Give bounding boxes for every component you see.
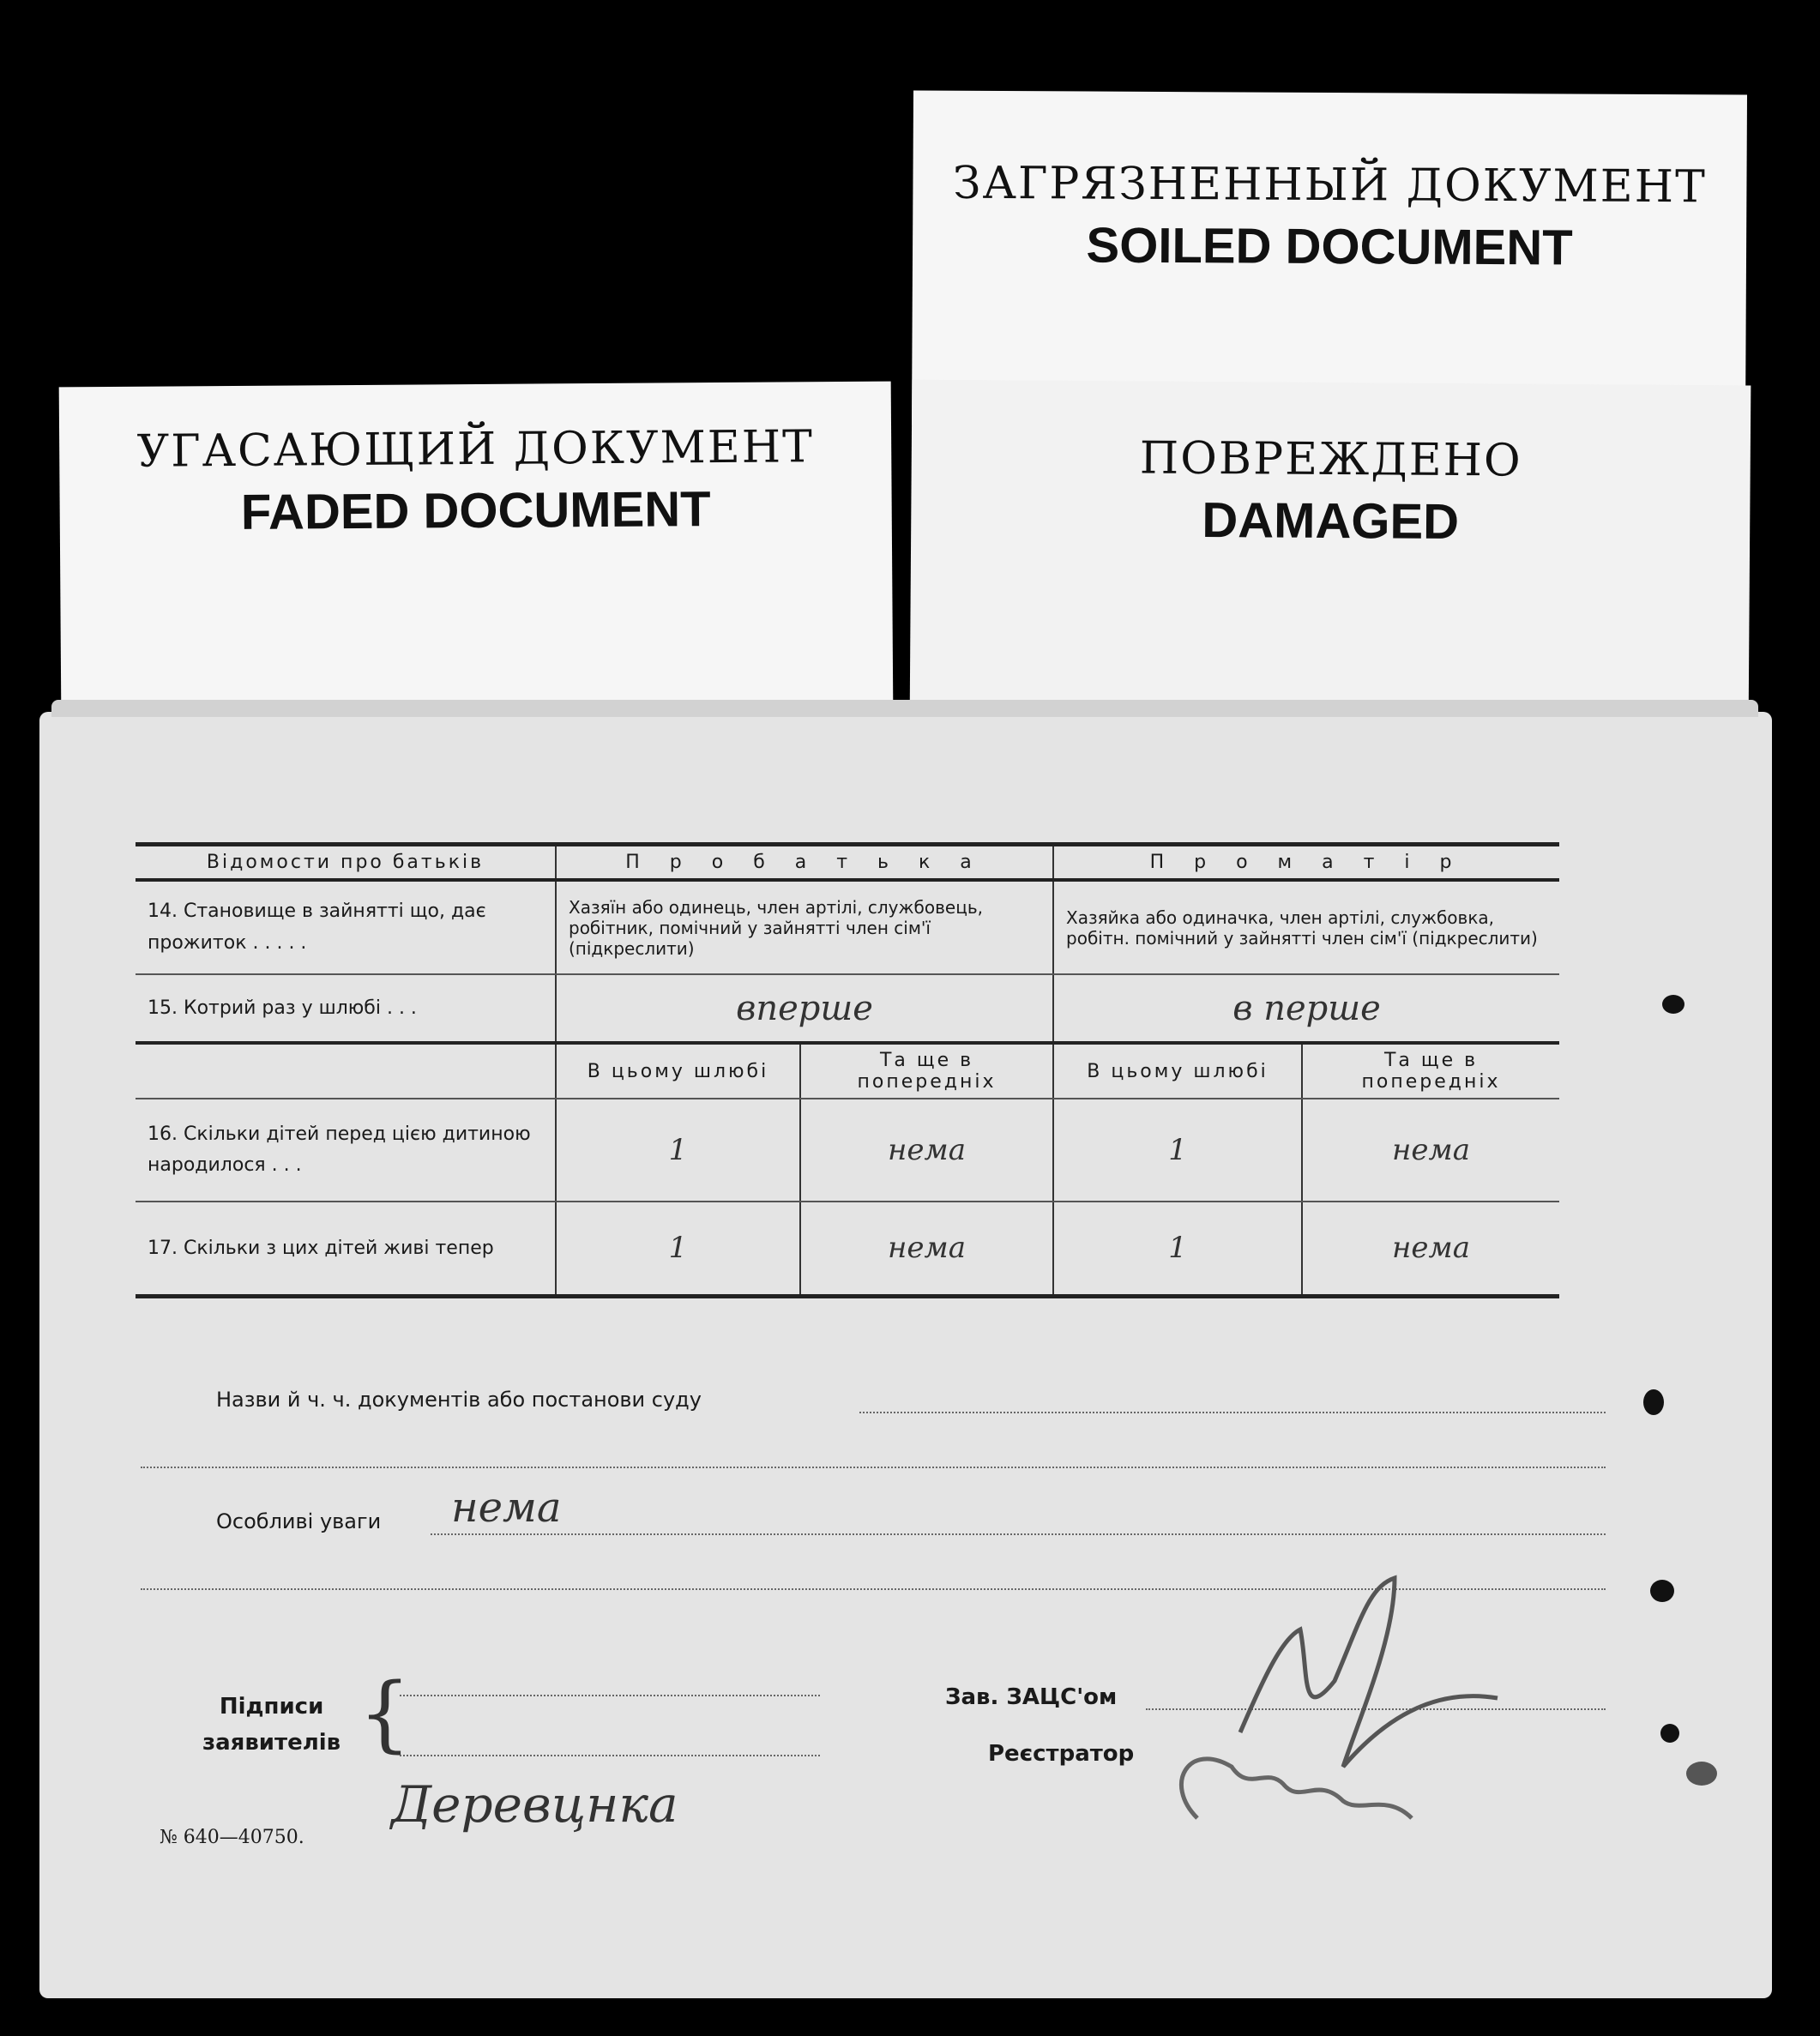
- soiled-card-english-text: SOILED DOCUMENT: [1086, 217, 1573, 276]
- faded-document-card: [59, 382, 894, 714]
- remarks-label: Особливі уваги: [216, 1509, 382, 1533]
- father-previous-header: Та ще в попередніх: [800, 1043, 1053, 1099]
- soiled-document-card: [912, 90, 1747, 429]
- table-header-row: [136, 845, 1559, 881]
- table-subheader-row: [136, 1043, 1559, 1099]
- father-this-marriage-header: В цьому шлюбі: [556, 1043, 800, 1099]
- row15-mother-handwritten: в перше: [1053, 974, 1559, 1043]
- form-number: № 640—40750.: [160, 1827, 304, 1848]
- damaged-document-card: [910, 380, 1751, 729]
- row17-mother-previous: нема: [1302, 1202, 1559, 1296]
- mother-previous-header: Та ще в попередніх: [1302, 1043, 1559, 1099]
- applicant-signature-line-2: [400, 1755, 820, 1756]
- row14-father-text: Хазяїн або одинець, член артілі, службовець, робітник, помічний у зайнятті член сім'ї (підкреслити): [556, 880, 1053, 974]
- row16-father-this: 1: [556, 1099, 800, 1202]
- row14-label: 14. Становище в зайнятті що, дає прожиток . . . . .: [136, 880, 556, 974]
- faded-card-english-text: FADED DOCUMENT: [240, 481, 711, 540]
- soiled-card-russian-text: ЗАГРЯЗНЕННЫЙ ДОКУМЕНТ: [952, 157, 1707, 214]
- row17-label: 17. Скільки з цих дітей живі тепер: [136, 1202, 556, 1296]
- row17-mother-this: 1: [1053, 1202, 1302, 1296]
- applicants-label-line2: заявителів: [202, 1729, 341, 1756]
- punch-hole: [1662, 995, 1684, 1014]
- row16-mother-previous: нема: [1302, 1099, 1559, 1202]
- damaged-card-english-text: DAMAGED: [1202, 491, 1460, 551]
- row15-label: 15. Котрий раз у шлюбі . . .: [136, 974, 556, 1043]
- applicants-label-line1: Підписи: [219, 1694, 324, 1720]
- registry-form-page: [39, 712, 1772, 1998]
- documents-label: Назви й ч. ч. документів або постанови суду: [216, 1388, 702, 1412]
- row14-mother-text: Хазяйка або одиначка, член артілі, службовка, робітн. помічний у зайнятті член сім'ї (підкреслити): [1053, 880, 1559, 974]
- signature-brace: {: [359, 1666, 412, 1762]
- remarks-handwritten: нема: [451, 1484, 562, 1532]
- parents-info-table: [136, 842, 1559, 1298]
- page-stack-edge: [51, 700, 1758, 717]
- punch-hole: [1686, 1762, 1717, 1786]
- applicants-signature-label: [202, 1690, 340, 1761]
- table-row-marriage-count: [136, 974, 1559, 1043]
- damaged-card-russian-text: ПОВРЕЖДЕНО: [1139, 432, 1522, 487]
- punch-hole: [1650, 1580, 1674, 1602]
- faded-card-russian-text: УГАСАЮЩИЙ ДОКУМЕНТ: [136, 421, 814, 478]
- col-father-header: П р о б а т ь к а: [556, 845, 1053, 881]
- row16-label: 16. Скільки дітей перед цією дитиною народилося . . .: [136, 1099, 556, 1202]
- row17-father-this: 1: [556, 1202, 800, 1296]
- table-row-children-born: [136, 1099, 1559, 1202]
- table-row-occupation: [136, 880, 1559, 974]
- remarks-dotted-line: [431, 1533, 1606, 1535]
- registrar-label: Реєстратор: [988, 1741, 1135, 1767]
- col-mother-header: П р о м а т і р: [1053, 845, 1559, 881]
- subheader-empty-cell: [136, 1043, 556, 1099]
- row16-father-previous: нема: [800, 1099, 1053, 1202]
- col-parents-info-header: Відомости про батьків: [136, 845, 556, 881]
- punch-hole: [1660, 1724, 1679, 1743]
- row16-mother-this: 1: [1053, 1099, 1302, 1202]
- documents-dotted-line-2: [141, 1467, 1606, 1468]
- table-row-children-alive: [136, 1202, 1559, 1296]
- applicant-handwritten-signature: Деревцнка: [391, 1775, 678, 1834]
- punch-hole: [1643, 1389, 1664, 1415]
- applicant-signature-line-1: [400, 1695, 820, 1696]
- row17-father-previous: нема: [800, 1202, 1053, 1296]
- mother-this-marriage-header: В цьому шлюбі: [1053, 1043, 1302, 1099]
- official-signature-scribble: [1137, 1569, 1566, 1844]
- zags-head-label: Зав. ЗАЦС'ом: [945, 1684, 1118, 1710]
- documents-dotted-line: [859, 1412, 1606, 1413]
- row15-father-handwritten: вперше: [556, 974, 1053, 1043]
